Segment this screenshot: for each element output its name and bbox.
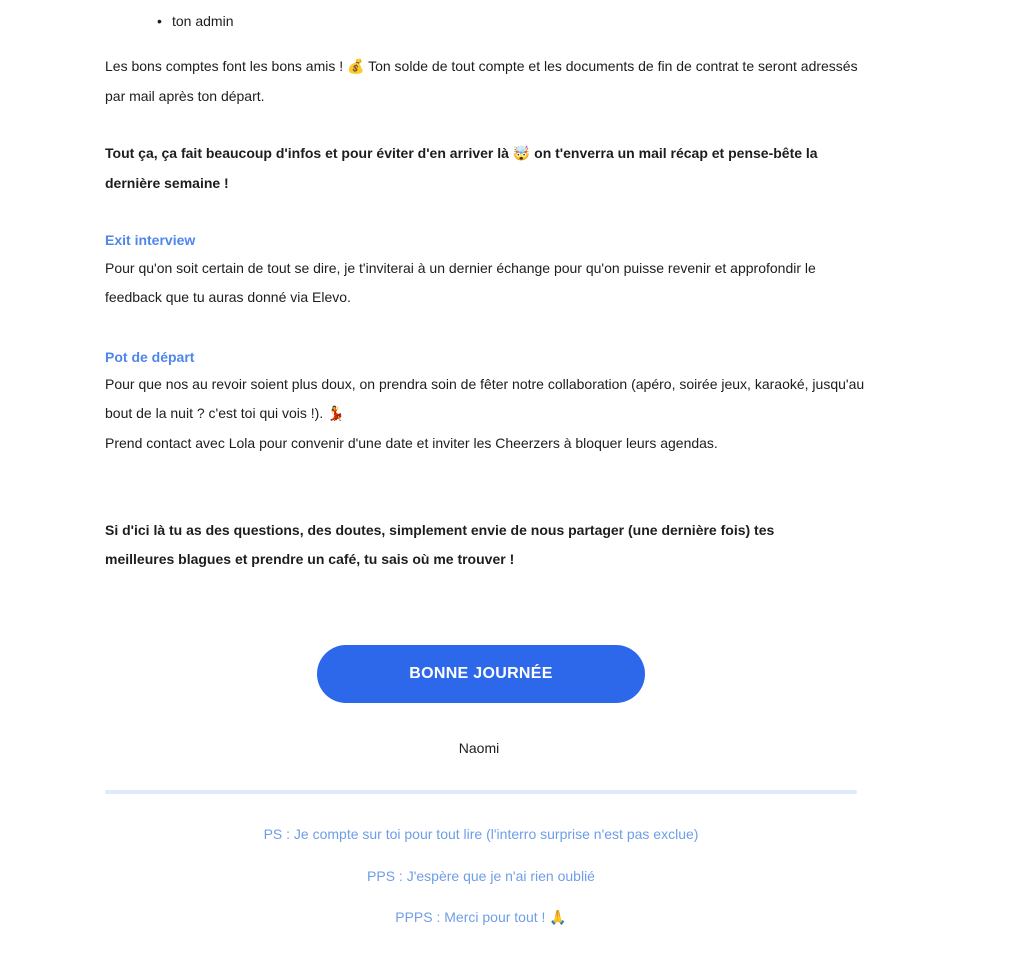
money-bag-icon: 💰 — [347, 59, 365, 75]
ppps-text — [0, 907, 962, 928]
list-item: • ton admin — [157, 10, 233, 32]
solde-text-start: Les bons comptes font les bons amis ! — [105, 58, 348, 74]
recap-text-end: on t'enverra un mail récap et pense-bête la dernière semaine ! — [105, 145, 818, 191]
exit-interview-text: Pour qu'on soit certain de tout se dire, je t'inviterai à un dernier échange pour qu'on puisse revenir et approfondir le feedback que tu auras donné via Elevo. — [105, 260, 816, 305]
exploding-head-icon: 🤯 — [512, 146, 531, 162]
solde-text-end: Ton solde de tout compte et les documents de fin de contrat te seront adressés par mail après ton départ. — [105, 58, 858, 104]
folded-hands-icon: 🙏 — [549, 910, 567, 926]
pot-depart-text-2: Prend contact avec Lola pour convenir d'une date et inviter les Cheerzers à bloquer leurs agendas. — [105, 435, 718, 451]
solde-paragraph — [105, 52, 865, 111]
pot-depart-text — [105, 370, 865, 458]
pot-depart-text-start: Pour que nos au revoir soient plus doux, on prendra soin de fêter notre collaboration (apéro, soirée jeux, karaoké, jusqu'au bout de la nuit ? c'est toi qui vois !). — [105, 376, 865, 421]
signature: Naomi — [458, 740, 500, 756]
dancer-icon: 💃 — [327, 406, 345, 422]
bullet-list — [157, 10, 233, 32]
exit-interview-title: Exit interview — [105, 232, 196, 248]
pot-depart-title: Pot de départ — [105, 349, 195, 365]
ps-text: PS : Je compte sur toi pour tout lire (l'interro surprise n'est pas exclue) — [263, 826, 699, 842]
recap-text-start: Tout ça, ça fait beaucoup d'infos et pour éviter d'en arriver là — [105, 145, 513, 161]
ppps-label: PPPS : Merci pour tout ! — [395, 909, 550, 925]
bonne-journee-button[interactable]: BONNE JOURNÉE — [317, 645, 645, 703]
pps-text: PPS : J'espère que je n'ai rien oublié — [367, 868, 595, 884]
recap-paragraph — [105, 139, 870, 198]
closing-paragraph: Si d'ici là tu as des questions, des doutes, simplement envie de nous partager (une dernière fois) tes meilleures blagues et prendre un café, tu sais où me trouver ! — [105, 522, 775, 567]
divider — [105, 790, 857, 794]
